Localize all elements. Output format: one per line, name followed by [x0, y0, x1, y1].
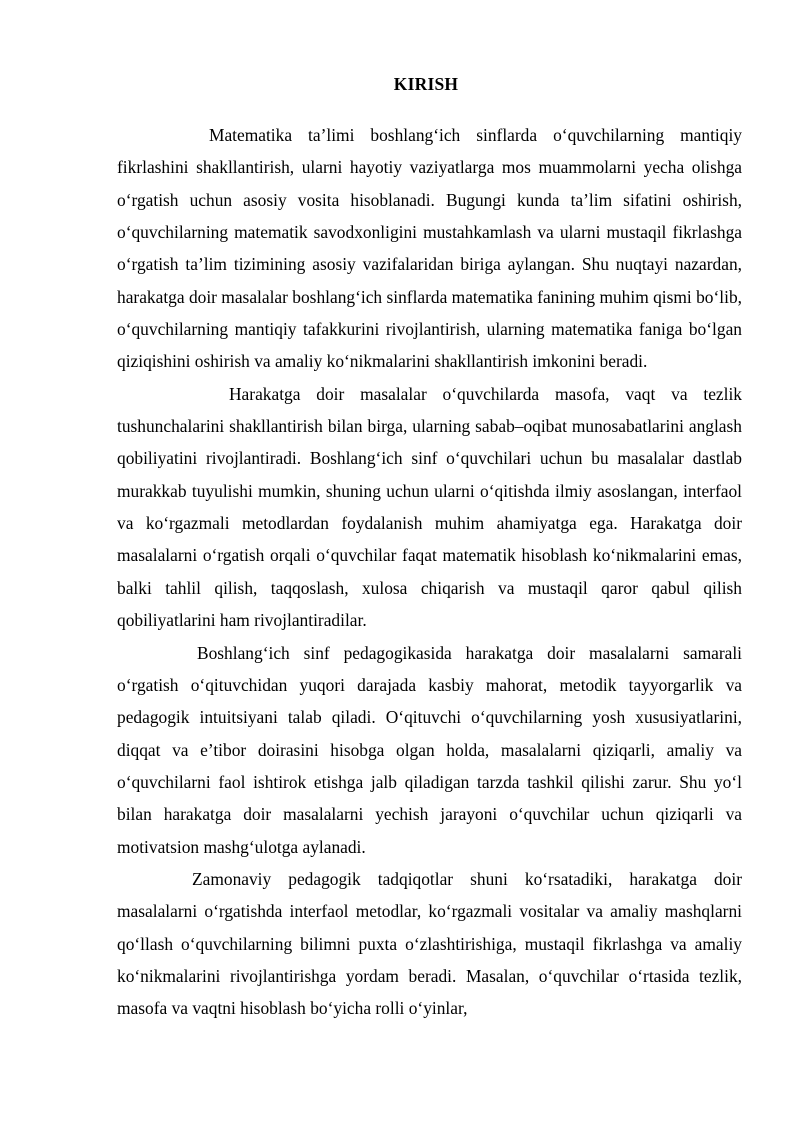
paragraph-4: Zamonaviy pedagogik tadqiqotlar shuni ko‘rsatadiki, harakatga doir masalalarni o‘rgatishda interfaol metodlar, ko‘rgazmali vositalar va amaliy mashqlarni qo‘llash o‘quvchilarning bilimni puxta o‘zlashtirishiga, mustaqil fikrlashga va amaliy ko‘nikmalarini rivojlantirishga yordam beradi. Masalan, o‘quvchilar o‘rtasida tezlik, masofa va vaqtni hisoblash bo‘yicha rolli o‘yinlar, — [117, 868, 742, 1019]
paragraph-1: Matematika ta’limi boshlang‘ich sinflarda o‘quvchilarning mantiqiy fikrlashini shakllantirish, ularni hayotiy vaziyatlarga mos muammolarni yecha olishga o‘rgatish uchun asosiy vosita hisoblanadi. Bugungi kunda ta’lim sifatini oshirish, o‘quvchilarning matematik savodxonligini mustahkamlash va ularni mustaqil fikrlashga o‘rgatish ta’lim tizimining asosiy vazifalaridan biriga aylangan. Shu nuqtayi nazardan, harakatga doir masalalar boshlang‘ich sinflarda matematika fanining muhim qismi bo‘lib, o‘quvchilarning mantiqiy tafakkurini rivojlantirish, ularning matematika faniga bo‘lgan qiziqishini oshirish va amaliy ko‘nikmalarini shakllantirish imkonini beradi. — [117, 125, 742, 372]
page-title: KIRISH — [393, 74, 459, 94]
paragraph-2: Harakatga doir masalalar o‘quvchilarda masofa, vaqt va tezlik tushunchalarini shakllantirish bilan birga, ularning sabab–oqibat munosabatlarini anglash qobiliyatini rivojlantiradi. Boshlang‘ich sinf o‘quvchilari uchun bu masalalar dastlab murakkab tuyulishi mumkin, shuning uchun ularni o‘qitishda ilmiy asoslangan, interfaol va ko‘rgazmali metodlardan foydalanish muhim ahamiyatga ega. Harakatga doir masalalarni o‘rgatish orqali o‘quvchilar faqat matematik hisoblash ko‘nikmalarini emas, balki tahlil qilish, taqqoslash, xulosa chiqarish va mustaqil qaror qabul qilish qobiliyatlarini ham rivojlantiradilar. — [117, 383, 742, 631]
paragraph-3: Boshlang‘ich sinf pedagogikasida harakatga doir masalalarni samarali o‘rgatish o‘qituvchidan yuqori darajada kasbiy mahorat, metodik tayyorgarlik va pedagogik intuitsiyani talab qiladi. O‘qituvchi o‘quvchilarning yosh xususiyatlarini, diqqat va e’tibor doirasini hisobga olgan holda, masalalarni qiziqarli, amaliy va o‘quvchilarni faol ishtirok etishga jalb qiladigan tarzda tashkil qilishi zarur. Shu yo‘l bilan harakatga doir masalalarni yechish jarayoni o‘quvchilar uchun qiziqarli va motivatsion mashg‘ulotga aylanadi. — [117, 642, 742, 857]
document-body — [117, 119, 742, 1025]
